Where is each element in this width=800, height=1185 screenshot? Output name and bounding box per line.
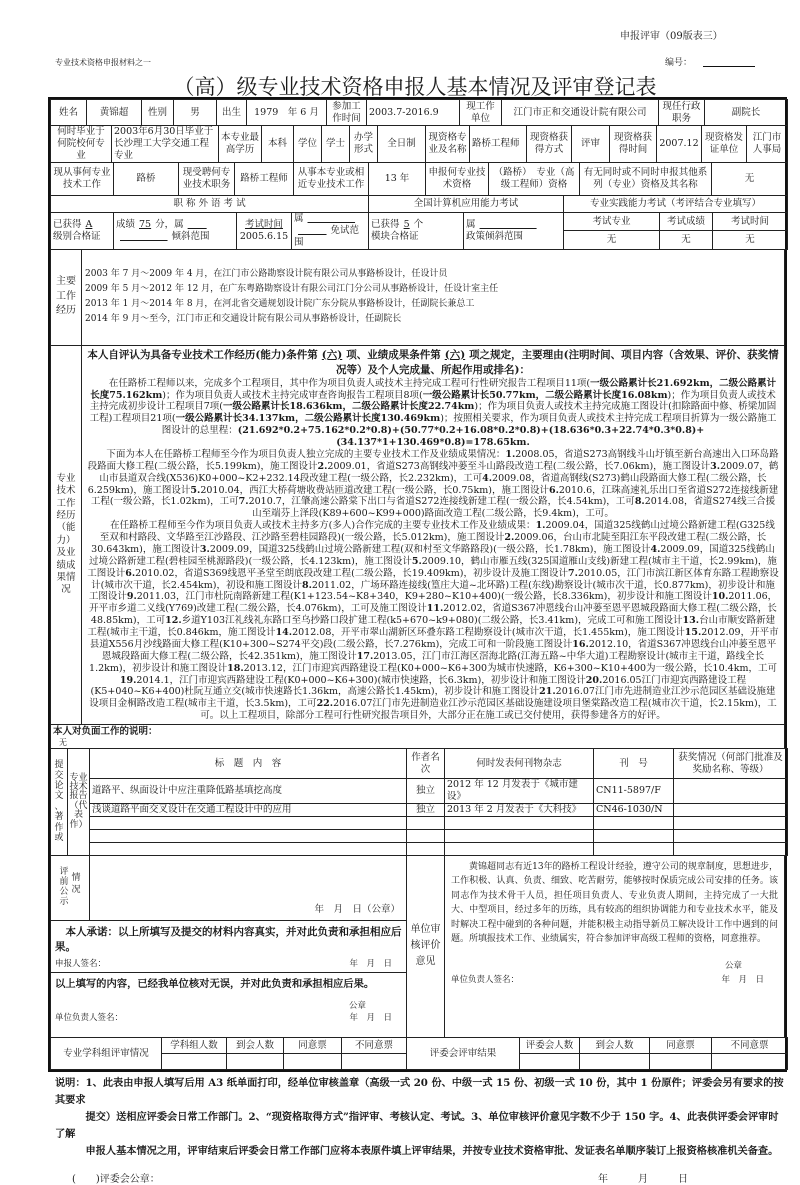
material-label: 专业技术资格申报材料之一	[55, 58, 151, 67]
publicity-date: 年 月 日（公章）	[90, 855, 407, 920]
graduation-label: 何时毕业于何院校何专业	[51, 126, 112, 163]
paragraph-text: 2012.02，省道S367冲恩线台山冲蒌至恩平恩城段路面大修工程(二级公路，长48.85km)，工可	[90, 603, 777, 627]
practice-header: 考试成绩	[660, 213, 713, 231]
paper-row	[51, 829, 788, 842]
paragraph-text: 下面为本人在任路桥工程师至今作为项目负责人独立完成的主要专业技术工作及业绩成果情况：	[106, 448, 506, 460]
score-value: 75	[139, 218, 152, 230]
paper-issn	[594, 842, 674, 855]
history-item: 2009 年 5 月～2012 年 12 月，在广东粤路勘察设计有限公司江门分公司从事路桥设计，任设计室主任	[85, 284, 499, 295]
group-header: 不同意票	[342, 1038, 407, 1054]
ability-condition: (六)	[321, 348, 343, 361]
field-label: 现从事何专业技术工作	[51, 163, 114, 196]
committee-header: 评委会人数	[520, 1038, 580, 1054]
highlight-text: 11.	[426, 603, 444, 615]
paper-title	[90, 816, 407, 829]
history-item: 2014 年 9 月～至今，江门市正和交通设计院有限公司从事路桥设计，任副院长	[85, 314, 402, 325]
years-value: 13 年	[369, 163, 426, 196]
highlight-text: 14.	[275, 627, 293, 638]
belong-label: 属	[294, 213, 304, 224]
paragraph-text: 2009.06，台山市北陡至阳江东平段改建工程(二级公路，长30.643km)，施工图设计	[91, 532, 767, 555]
unit-review-label: 单位审核评价意见	[410, 924, 441, 968]
paragraph-text: 2011.06，开平市乡道二义线(Y769)改建工程(二级公路，长4.076km)，工可及施工图设计	[89, 591, 778, 615]
paragraph-text: 2009.08，省道高钢线(S273)鹤山段路面大修工程(二级公路，长6.259km)，施工图设计	[87, 472, 767, 496]
votes-table	[50, 1037, 788, 1070]
highlight-text: 8.	[302, 579, 312, 591]
birth-label: 出生	[217, 100, 247, 126]
highlight-text: 6.	[548, 484, 559, 496]
highlight-text: 4.	[650, 543, 661, 555]
papers-inner-label: 专业技术报告（代表作）	[69, 772, 88, 830]
degree-label: 学位	[294, 126, 322, 163]
years-label: 从事本专业或相近专业技术工作	[294, 163, 369, 196]
paper-rank	[407, 842, 445, 855]
page-title: （高）级专业技术资格申报人基本情况及评审登记表	[173, 75, 657, 99]
exempt-label: 免试范围	[294, 224, 360, 248]
vote-field[interactable]	[650, 1054, 712, 1070]
highlight-text: 18.	[227, 662, 244, 674]
paragraph-text: 2013.05，江门市江海区滘海北路(江海五路~中华大道)工程勘察设计(城市主干道，路线全长1.2km)，初步设计和施工图设计	[89, 650, 765, 674]
unit-confirm-sign-row	[55, 1013, 402, 1024]
unit-confirm-text: 以上填写的内容，已经我单位核对无误，并对此负责和承担相应后果。	[55, 978, 375, 991]
paper-row	[51, 816, 788, 829]
highlight-text: 15.	[684, 627, 702, 638]
paper-issn	[594, 829, 674, 842]
highlight-text: 13.	[682, 615, 700, 627]
paragraph-text: 2009.07，鹤山市县道双合线(X536)K0+000~K2+232.14段改建工程(一级公路，长2.232km)，工可	[99, 460, 779, 484]
paper-row	[51, 842, 788, 855]
highlight-text: 8.	[634, 496, 645, 508]
group-header: 到会人数	[227, 1038, 284, 1054]
post-value: 路桥工程师	[235, 163, 294, 196]
committee-seal-label: ( )评委会公章：	[72, 1174, 160, 1185]
highlight-text: 10.	[711, 591, 729, 603]
paragraph-text: 2013.12，江门市迎宾西路建设工程(K0+000~K6+300为城市快速路，K6+300~K10+400为一级公路，长10.4km，工可	[243, 662, 777, 674]
committee-header: 不同意票	[712, 1038, 788, 1054]
vote-field[interactable]	[520, 1054, 580, 1070]
other-apply-label: 有无同时或不同时申报其他系列（专业）资格及其名称	[580, 163, 712, 196]
basic-row-3	[50, 162, 788, 196]
highlight-text: 4.	[482, 472, 493, 484]
paper-rank	[407, 829, 445, 842]
practice-value: 无	[660, 231, 713, 249]
policy-cell	[464, 213, 564, 250]
papers-header-journal: 何时发表何刊物杂志	[445, 749, 594, 779]
qualification-value: 路桥工程师	[470, 126, 527, 163]
pledge-date: 年 月 日	[349, 958, 392, 969]
issuer-label: 现资格发证单位	[702, 126, 747, 163]
paragraph-text: 2011.03，江门市杜阮南路新建工程(K1+123.54~K8+340，K9+280~K10+400)(一级公路，长8.336km)，初步设计和施工图设计	[136, 591, 712, 603]
vote-field[interactable]	[284, 1054, 342, 1070]
page-flow	[0, 97, 800, 1185]
publicity-label-b: 情况	[71, 872, 81, 896]
degree-value: 学士	[322, 126, 350, 163]
highlight-text: 一级公路累计长34.137km，二级公路累计长度130.469km	[175, 413, 441, 425]
tilt-label: 倾斜范围	[171, 230, 210, 242]
qualification-time-value: 2007.12	[657, 126, 702, 163]
heading-part: 项之规定，主要理由(注明时间、项目内容（含效果、评价、获奖情况等）及个人完成量、所起作用或排名)：	[336, 348, 779, 376]
paper-award	[674, 803, 788, 816]
paragraph-text: 2010.6，江珠高速礼乐出口至省道S272连接线新建工程(一级公路，长1.02km)，工可	[90, 484, 779, 508]
negative-statement	[50, 724, 785, 749]
name-label: 姓名	[51, 100, 87, 126]
papers-outer-label: 提交论文、著作或	[54, 760, 64, 843]
employer-value: 江门市正和交通设计院有限公司	[502, 100, 659, 126]
exempt-cell	[292, 213, 369, 250]
review-section	[50, 855, 785, 1039]
paper-title: 道路平、纵面设计中应注重降低路基填挖高度	[90, 779, 407, 804]
pledge-text: 本人承诺：以上所填写及提交的材料内容真实，并对此负责和承担相应后果。	[55, 925, 402, 953]
field-value: 路桥	[114, 163, 179, 196]
graduation-value: 2003年6月30日毕业于长沙理工大学交通工程专业	[112, 126, 219, 163]
qualification-label: 现资格专业及名称	[426, 126, 470, 163]
issuer-value: 江门市人事局	[747, 126, 788, 163]
highlight-text: 7.	[238, 496, 249, 508]
highlight-text: 21.	[539, 686, 556, 698]
unit-confirm-sign-label: 单位负责人签名：	[55, 1012, 124, 1023]
paper-issn: CN46-1030/N	[594, 803, 674, 816]
committee-header: 到会人数	[580, 1038, 650, 1054]
foreign-exam-title: 职 称 外 语 考 试	[51, 196, 369, 213]
form-code: 申报评审（09版表三）	[620, 31, 723, 42]
paper-award	[674, 816, 788, 829]
other-apply-value: 无	[712, 163, 788, 196]
paragraph-text: 2009.09，国道325线鹤山过境公路新建工程(碧桂园至桃源路段)(一级公路，长4.123km)，施工图设计	[89, 543, 775, 567]
paper-journal	[445, 842, 594, 855]
policy-belong: 属	[466, 218, 476, 230]
grade-cert-label: 级别合格证	[53, 230, 101, 242]
highlight-text: 9.	[126, 591, 137, 603]
pledge-sign-row	[55, 959, 402, 970]
form-body	[48, 97, 787, 1072]
exams-table	[50, 195, 788, 250]
basic-row-2	[50, 125, 788, 163]
practice-header: 考试时间	[713, 213, 788, 231]
study-mode-value: 全日制	[378, 126, 426, 163]
papers-header-award: 获奖情况（何部门批准及奖励名称、等级）	[674, 749, 788, 779]
heading-part: 本人自评认为具备专业技术工作经历(能力)条件第	[87, 348, 318, 361]
self-evaluation	[50, 345, 785, 725]
number-field[interactable]	[703, 66, 755, 67]
paper-journal: 2013 年 2 月发表于《大科技》	[445, 803, 594, 816]
highlight-text: 16.	[572, 638, 589, 650]
highlight-text: 一级公路累计长50.77km，二级公路累计长度16.08km	[422, 389, 668, 401]
paragraph-text: 2010.05，江门市滨江新区体育东路工程勘察设计(城市次干道，长2.454km)，初设和施工图设计	[91, 567, 779, 591]
papers-header-issn: 刊 号	[594, 749, 674, 779]
paragraph-text: 2012.10，省道S367冲恩线台山冲蒌至恩平恩城段路面大修工程(二级公路，长42.351km)，施工图设计	[101, 638, 777, 662]
study-mode-label: 办学形式	[350, 126, 378, 163]
paragraph-text: 2016.05江门市迎宾西路建设工程(K5+040~K6+400)杜阮互通立交(城市快速路长1.36km，高速公路长1.45km)，初步设计和施工图设计	[90, 674, 747, 698]
highlight-text: 3.	[710, 460, 721, 472]
self-eval-paragraph	[87, 378, 779, 449]
negative-label: 本人对负面工作的说明：	[53, 726, 158, 737]
score-cell	[114, 213, 237, 250]
paper-row	[51, 803, 788, 816]
publicity-label: 评前公示	[59, 866, 69, 907]
gender-value: 男	[174, 100, 217, 126]
highlight-text: 2.	[317, 460, 328, 472]
group-header: 同意票	[284, 1038, 342, 1054]
unit-review-date: 年 月 日	[721, 975, 764, 986]
education-value: 本科	[262, 126, 294, 163]
paragraph-text: 2012.09，开平市县道X556月沙线路面大修工程(K10+300~S274平交)段(二级公路，长7.276km)，完成工可和一阶段施工图设计	[89, 627, 779, 650]
self-eval-label: 专业技术工作经历（能力）及业绩成果情况	[56, 473, 76, 596]
education-label: 本专业最高学历	[219, 126, 262, 163]
note-line: 提交）送相应评委会日常工作部门。2、“现资格取得方式”指评审、考核认定、考试。3、单位审核评价意见字数不少于 150 字。4、此表供评委会评审时了解	[55, 1111, 779, 1141]
highlight-text: 20.	[585, 674, 603, 686]
paper-issn	[594, 816, 674, 829]
exam-time-cell	[237, 213, 292, 250]
grade-value: A	[85, 218, 93, 230]
negative-value: 无	[59, 737, 67, 747]
vote-field[interactable]	[162, 1054, 227, 1070]
score-suffix: 分，属	[155, 218, 184, 230]
highlight-text: 12.	[165, 615, 182, 627]
paragraph-text: 2008.05，省道S273高钢线斗山圩镇至新台高速出入口环岛路段路面大修工程(二级公路，长5.199km)，施工图设计	[87, 448, 779, 472]
paragraph-text: 2010.04，西江大桥荷塘收费站匝道改建工程(一级公路，长0.75km)，施工图设计	[200, 484, 549, 496]
highlight-text: 一级公路累计长18.636km，二级公路累计长度22.74km	[222, 401, 475, 413]
paragraph-text: )；作为项目负责人或技术主持完成审查咨询报告工程项目8项(	[162, 389, 423, 401]
achievement-condition: (六)	[444, 348, 466, 361]
number-label: 编号：	[665, 58, 693, 68]
paragraph-text: 2010.7，江肇高速公路棠下出口与省道S272连接线新建工程(一级公路，长4.54km)，工可	[248, 496, 635, 508]
paragraph-text: 2009.10，鹤山市雁五线(325国道雁山支线)新建工程(城市主干道，长2.99km)，施工图设计	[87, 555, 777, 579]
vote-field[interactable]	[712, 1054, 788, 1070]
paragraph-text: )；作为项目负责人或技术主持完成初步设计工程项目7项(	[89, 389, 776, 413]
name-value: 黄锦超	[87, 100, 142, 126]
highlight-text: 17.	[356, 650, 374, 662]
highlight-text: 5.	[411, 555, 422, 567]
paragraph-text: 乡道Y103江礼线礼东路口至乌抄路口段扩建工程(k5+670~k9+080)(二级公路，长3.41km)，完成工可和施工图设计	[181, 615, 683, 627]
method-label: 现资格获得方式	[527, 126, 572, 163]
paper-rank	[407, 816, 445, 829]
self-eval-paragraph	[87, 520, 779, 722]
highlight-text: 一级公路累计长21.692km，二级公路累计长度75.162km	[90, 377, 777, 401]
highlight-text: 22.	[316, 698, 334, 710]
paper-issn: CN11-5897/F	[594, 779, 674, 804]
vote-field[interactable]	[580, 1054, 650, 1070]
unit-review-sign-row	[451, 975, 778, 986]
practice-header: 考试专业	[564, 213, 660, 231]
birth-value: 1979 年 6 月	[247, 100, 327, 126]
highlight-text: 6.	[125, 567, 136, 579]
paper-rank: 独立	[407, 803, 445, 816]
papers-header-rank: 作者名次	[407, 749, 445, 779]
committee-result-label: 评委会评审结果	[407, 1038, 520, 1070]
employer-label: 现工作单位	[460, 100, 502, 126]
paragraph-text: 2011.02，广场环路连接线(篁庄大道~北环路)工程(东线)勘察设计(城市次干道，长0.877km)，初步设计和施工图设计	[88, 579, 775, 603]
vote-field[interactable]	[227, 1054, 284, 1070]
paper-title	[90, 829, 407, 842]
modules-value: 5	[403, 218, 410, 230]
apply-label: 申报何专业技术资格	[426, 163, 489, 196]
paragraph-text: 在任路桥工程师以来，完成多个工程项目，其中作为项目负责人或技术主持完成工程可行性研究报告工程项目11项(	[108, 377, 591, 389]
paper-journal: 2012 年 12 月发表于《城市建设》	[445, 779, 594, 804]
work-history	[50, 249, 785, 346]
modules-prefix: 已获得	[371, 218, 400, 230]
unit-review-sign-label: 单位负责人签名：	[451, 975, 520, 986]
highlight-text: 2.	[504, 532, 515, 543]
paragraph-text: 2014.08，省道S274线三合援山至端芬上泽段(K89+600~K99+000)路面改造工程(二级公路，长9.4km)，工可。	[252, 496, 776, 520]
heading-part: 项、业绩成果条件第	[346, 348, 441, 361]
highlight-text: 1.	[535, 520, 546, 532]
highlight-text: 1.	[505, 448, 516, 460]
exam-time-label: 考试时间	[244, 218, 283, 230]
modules-cell	[369, 213, 464, 250]
post-label: 现受聘何专业技术职务	[179, 163, 235, 196]
paper-journal	[445, 816, 594, 829]
work-history-label: 主要工作经历	[56, 276, 76, 317]
paper-award	[674, 779, 788, 804]
unit-review-text: 黄锦超同志有近13年的路桥工程设计经验，遵守公司的规章制度，思想进步，工作积极、认真、负责、细致、吃苦耐劳，能够按时保质完成公司安排的任务。该同志作为技术骨干人员，担任项目负责人、专业负责人期间，主持完成了一大批大、中型项目，经过多年的历练，具有较高的组织协调能力和专业技术水平，能及时解决工程中碰到的各种问题，并能积极主动指导新员工解决设计工作中遇到的问题。所填报技术工作、业绩属实，符合参加评审高级工程师的资格，同意推荐。	[451, 861, 778, 945]
work-start-value: 2003.7-2016.9	[367, 100, 460, 126]
paragraph-text: 2016.07江门市先进制造业江沙示范园区基础设施建设项目堡棠路改造工程(城市次干道，长2.15km)，工可。以上工程项目，除部分工程可行性研究报告项目外，大部分正在施工或已交付使用，获得参建各方的好评。	[200, 698, 777, 722]
computer-exam-title: 全国计算机应用能力考试	[369, 196, 564, 213]
exam-time-value: 2005.6.15	[239, 230, 289, 242]
self-eval-body	[87, 378, 779, 722]
paper-award	[674, 842, 788, 855]
paper-row	[51, 779, 788, 804]
highlight-text: 3.	[199, 543, 210, 555]
unit-review-seal: 公章	[724, 960, 742, 971]
paper-title: 浅谈道路平面交叉设计在交通工程设计中的应用	[90, 803, 407, 816]
vote-field[interactable]	[342, 1054, 407, 1070]
paragraph-text: )；作为项目负责人或技术主持完成施工图设计(扣除路面中修、桥梁加固工程)工程项目21项(	[89, 401, 777, 425]
practice-value: 无	[713, 231, 788, 249]
paragraph-text: 台山市顺安路新建工程(城市主干道，长0.846km，施工图设计	[87, 615, 776, 638]
note-line: 说明：1、此表由申报人填写后用 A3 纸单面打印，经单位审核盖章（高级一式 20 份、中级一式 15 份、初级一式 10 份，其中 1 份原件；评委会另有要求的按其要求	[55, 1077, 784, 1107]
paper-journal	[445, 829, 594, 842]
notes	[55, 1075, 785, 1160]
method-value: 评审	[572, 126, 610, 163]
paragraph-text: 2014.1，江门市迎宾西路建设工程(K0+000~K6+300)(城市快速路，长6.3km)，初步设计和施工图设计	[136, 674, 586, 686]
practice-value: 无	[564, 231, 660, 249]
work-start-label: 参加工作时间	[327, 100, 367, 126]
self-eval-heading	[87, 348, 779, 378]
basic-row-1	[50, 99, 788, 126]
highlight-text: 19.	[119, 674, 137, 686]
paragraph-text: 2009.04，国道325线鹤山过境公路新建工程(G325线至双和村路段、文华路至江沙路段、江沙路至碧桂园路段)(一级公路，长5.012km)，施工图设计	[99, 520, 775, 543]
unit-confirm-date: 年 月 日	[349, 1012, 392, 1023]
obtained-label: 已获得	[53, 218, 82, 230]
paragraph-text: 2010.02，省道S369线恩平圣堂至朗底段改建工程(二级公路，长19.409km)，初步设计及施工图设计	[135, 567, 569, 579]
committee-seal-date: 年 月 日	[598, 1174, 688, 1185]
score-label: 成绩	[116, 218, 136, 230]
history-item: 2013 年 1 月～2014 年 8 月，在河北省交通规划设计院广东分院从事路桥设计，任副院长兼总工	[85, 299, 475, 310]
papers-header-title: 标 题 内 容	[90, 749, 407, 779]
history-item: 2003 年 7 月～2009 年 4 月，在江门市公路勘察设计院有限公司从事路桥设计，任设计员	[85, 269, 448, 280]
highlight-text: (21.692*0.2+75.162*0.2*0.8)+(50.77*0.2+16.08*0.2*0.8)+(18.636*0.3+22.74*0.3*0.8)+(34.137*1+130.469*0.8)=178.65km.	[237, 425, 705, 448]
gender-label: 性别	[142, 100, 174, 126]
unit-confirm-seal: 公章	[348, 1001, 366, 1012]
note-line: 申报人基本情况之用，评审结束后评委会日常工作部门应将本表原件填上评审结果，并按专业技术资格审批、发证表名单顺序装订上报资格核准机关备查。	[55, 1145, 779, 1158]
policy-label: 政策倾斜范围	[466, 230, 524, 242]
modules-label: 模块合格证	[371, 230, 419, 242]
committee-header: 同意票	[650, 1038, 712, 1054]
modules-suffix: 个	[413, 218, 424, 230]
pledge-sign-label: 申报人签名：	[55, 958, 107, 969]
group-review-label: 专业学科组评审情况	[51, 1038, 162, 1070]
paper-rank: 独立	[407, 779, 445, 804]
after-form	[0, 1075, 800, 1185]
paragraph-text: 在任路桥工程师至今作为项目负责人或技术主持多方(多人)合作完成的主要专业技术工作及业绩成果：	[110, 520, 536, 532]
group-header: 学科组人数	[162, 1038, 227, 1054]
self-eval-paragraph	[87, 449, 779, 520]
highlight-text: 7.	[568, 567, 578, 579]
papers-table	[50, 748, 788, 856]
practice-exam-title: 专业实践能力考试（考评结合专业填写）	[564, 196, 788, 213]
apply-value: （路桥） 专业（高级工程师）资格	[489, 163, 580, 196]
paragraph-text: 2016.07江门市先进制造业江沙示范园区基础设施建设项目金桐路改造工程(城市主干道，长3.5km)，工可	[89, 686, 776, 710]
footer	[55, 1170, 800, 1185]
grade-cert	[51, 213, 114, 250]
position-value: 副院长	[705, 100, 788, 126]
qualification-time-label: 现资格获得时间	[610, 126, 657, 163]
paragraph-text: )；按照相关要求，作为项目负责人或技术主持完成工程项目折算为一级公路施工图设计的总里程：	[161, 413, 777, 437]
paragraph-text: 2009.09，国道325线鹤山过境公路新建工程(双和村至文华路路段)(一级公路，长1.78km)，施工图设计	[209, 543, 651, 555]
paragraph-text: 2012.08，开平市翠山湖新区环叠东路工程勘察设计(城市次干道，长1.455km)，施工图设计	[292, 627, 685, 638]
highlight-text: 5.	[190, 484, 201, 496]
paper-award	[674, 829, 788, 842]
paragraph-text: 2009.01，省道S273高钢线冲蒌至斗山路段改造工程(二级公路，长7.06km)，施工图设计	[327, 460, 711, 472]
position-label: 现任行政职务	[659, 100, 705, 126]
paper-title	[90, 842, 407, 855]
